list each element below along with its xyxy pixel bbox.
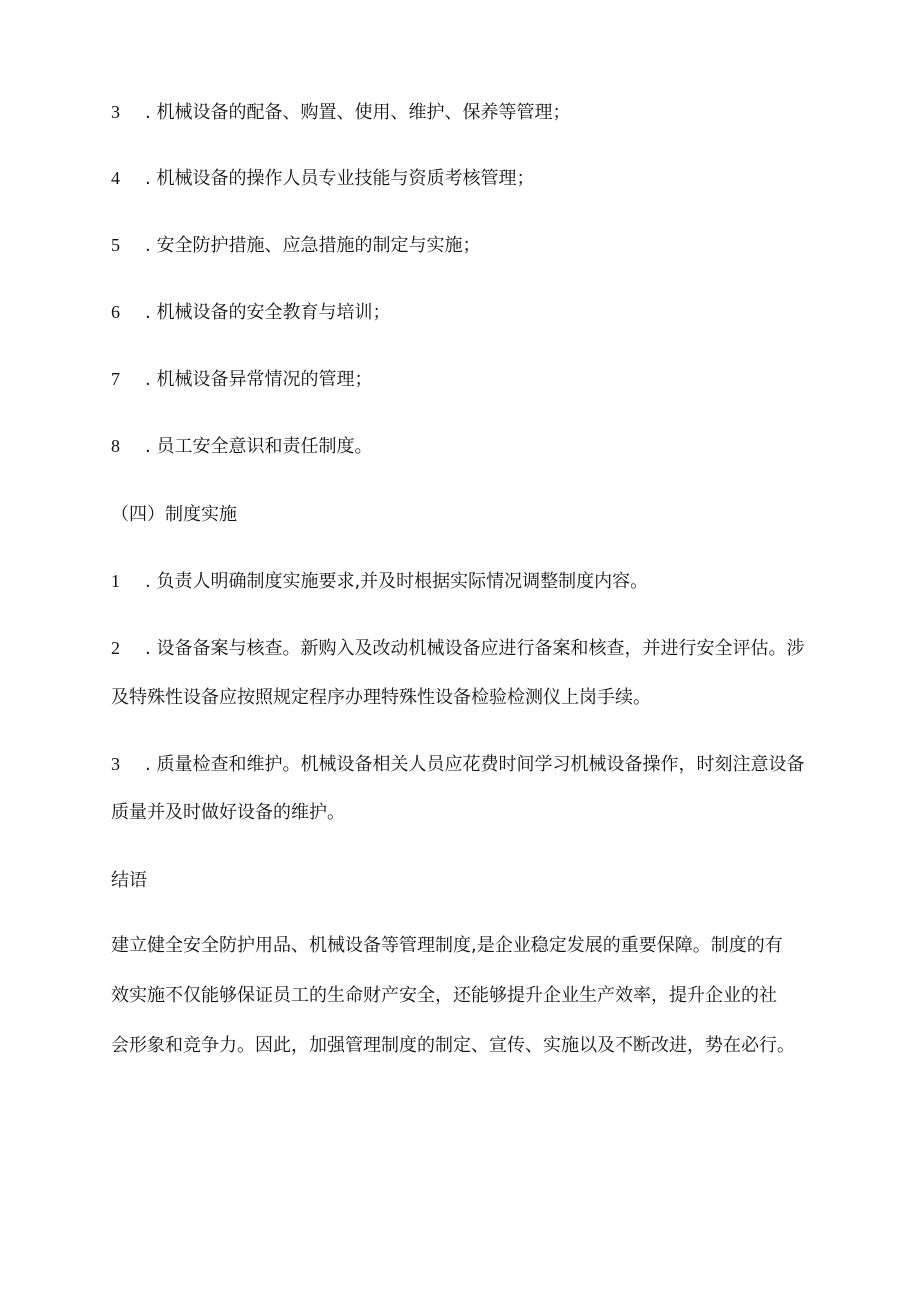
conclusion-line-2: 效实施不仅能够保证员工的生命财产安全，还能够提升企业生产效率，提升企业的社: [111, 985, 777, 1006]
list-item-text: . 质量检查和维护。机械设备相关人员应花费时间学习机械设备操作，时刻注意设备: [145, 754, 805, 775]
list-item-number: 3: [111, 102, 120, 122]
list-item-7: [111, 367, 821, 392]
section-heading: （四）制度实施: [111, 504, 237, 525]
conclusion-line-1: 建立健全安全防护用品、机械设备等管理制度,是企业稳定发展的重要保障。制度的有: [111, 935, 783, 956]
list-item-5: [111, 233, 821, 258]
list-item-6: [111, 300, 821, 325]
list-item-text: . 机械设备异常情况的管理；: [145, 369, 373, 390]
list-item-text: . 负责人明确制度实施要求,并及时根据实际情况调整制度内容。: [145, 571, 649, 592]
implementation-item-3: [111, 752, 821, 777]
list-item-number: 4: [111, 168, 120, 188]
list-item-number: 1: [111, 571, 120, 591]
conclusion-line-3: 会形象和竞争力。因此，加强管理制度的制定、宣传、实施以及不断改进，势在必行。: [111, 1035, 795, 1056]
conclusion-heading: 结语: [111, 870, 147, 891]
list-item-text: . 安全防护措施、应急措施的制定与实施；: [145, 235, 481, 256]
list-item-3: [111, 100, 821, 125]
implementation-item-3-continuation: 质量并及时做好设备的维护。: [111, 802, 345, 823]
list-item-number: 3: [111, 754, 120, 774]
list-item-text: . 机械设备的安全教育与培训；: [145, 302, 391, 323]
list-item-number: 5: [111, 235, 120, 255]
implementation-item-2-continuation: 及特殊性设备应按照规定程序办理特殊性设备检验检测仪上岗手续。: [111, 687, 651, 708]
list-item-text: . 机械设备的操作人员专业技能与资质考核管理；: [145, 168, 535, 189]
list-item-8: [111, 434, 821, 459]
list-item-4: [111, 166, 821, 191]
list-item-number: 7: [111, 369, 120, 389]
list-item-number: 6: [111, 302, 120, 322]
list-item-number: 8: [111, 436, 120, 456]
list-item-number: 2: [111, 638, 120, 658]
implementation-item-1: [111, 569, 821, 594]
list-item-text: . 机械设备的配备、购置、使用、维护、保养等管理；: [145, 102, 571, 123]
list-item-text: . 设备备案与核查。新购入及改动机械设备应进行备案和核查，并进行安全评估。涉: [145, 638, 805, 659]
list-item-text: . 员工安全意识和责任制度。: [145, 436, 373, 457]
implementation-item-2: [111, 636, 821, 661]
